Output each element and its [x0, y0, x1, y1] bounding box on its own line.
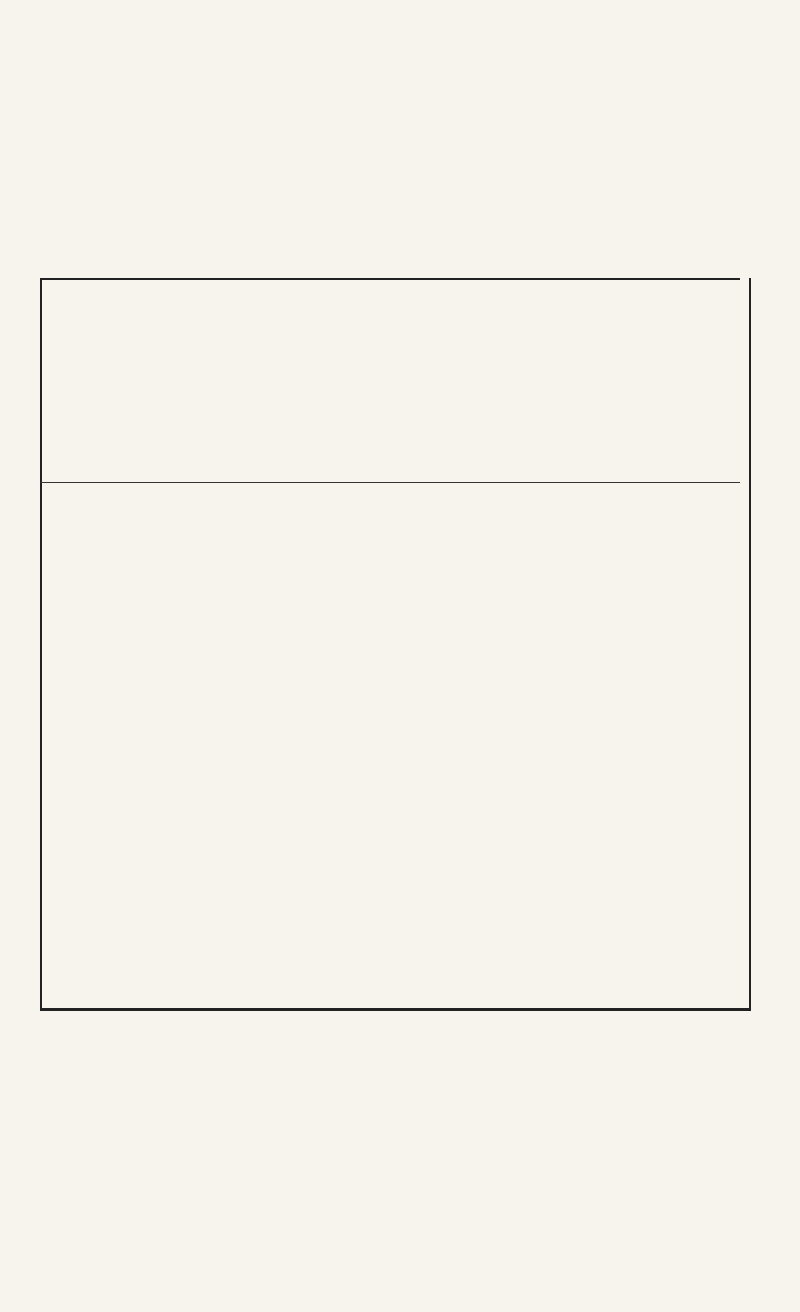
table-top-rule: [40, 278, 740, 280]
header-rule: [40, 482, 740, 483]
column-header-england-wales: [380, 310, 470, 470]
table-bottom-rule: [40, 1008, 749, 1011]
column-header-london-county: [518, 310, 608, 470]
column-header-wanstead-woodford: [636, 310, 726, 470]
